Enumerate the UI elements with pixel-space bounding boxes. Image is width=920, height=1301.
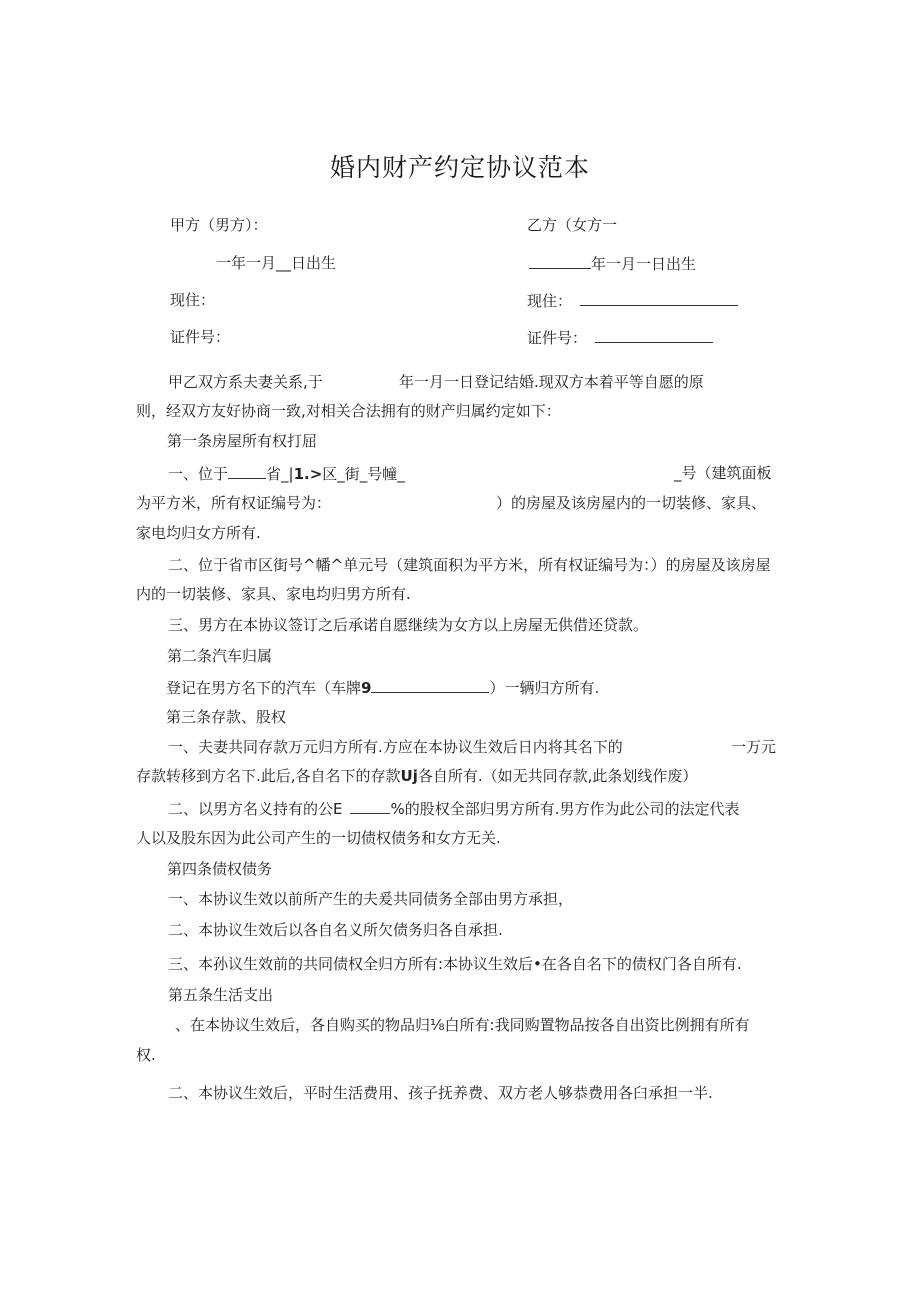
article3-item2-line2: 人以及股东因为此公司产生的一切债权债务和女方无关. (136, 829, 501, 847)
article5-item1-line1: 、在本协议生效后，各自购买的物品归⅛白所有:我同购置物品按各自出资比例拥有所有 (175, 1016, 750, 1034)
blank-line (580, 289, 738, 306)
article1-item1-line2-a: 为平方米，所有权证编号为： (136, 494, 332, 512)
intro-line2: 则，经双方友好协商一致,对相关合法拥有的财产归属约定如下： (136, 402, 561, 420)
text-segment-bold: Uj (400, 767, 418, 785)
text-segment: 区_街_号幢_ (322, 465, 405, 483)
article5-item2: 二、本协议生效后，平时生活费用、孩子抚养费、双方老人够恭费用各臼承担一半. (168, 1084, 713, 1102)
party-b-id (527, 326, 713, 349)
article2-heading: 第二条汽车归属 (167, 647, 273, 665)
article1-heading: 第一条房屋所有权打屈 (167, 432, 318, 450)
article3-item1-line1-a: 一、夫妻共同存款万元归方所有.方应在本协议生效后日内将其名下的 (168, 738, 623, 756)
article3-heading: 第三条存款、股权 (166, 708, 287, 726)
party-b-address (527, 289, 738, 312)
blank-line (529, 252, 591, 269)
article1-item2-line1: 二、位于省市区街号^幡^单元号（建筑面积为平方米，所有权证编号为：）的房屋及该房屋 (168, 556, 771, 574)
article1-item1-line1-end: _号（建筑面板 (674, 464, 772, 482)
text-segment: 一、位于 (168, 465, 229, 483)
party-a-label: 甲方（男方）： (170, 216, 268, 234)
article1-item1-line3: 家电均归女方所有. (136, 524, 261, 542)
text-segment: %的股权全部归男方所有.男方作为此公司的法定代表 (390, 800, 740, 818)
intro-line1-a: 甲乙双方系夫妻关系,于 (168, 373, 323, 391)
article5-heading: 第五条生活支出 (168, 986, 274, 1004)
article4-heading: 第四条债权债务 (167, 860, 273, 878)
article3-item1-line1-b: 一万元 (731, 738, 777, 756)
article3-item2-line1 (168, 797, 740, 820)
blank-line (228, 462, 266, 479)
text-segment-bold: 1.> (293, 465, 323, 483)
article1-item1-line1 (168, 462, 405, 485)
article4-item3: 三、本孙议生效前的共同债权全归方所有:本协议生效后•在各自名下的债权门各自所有. (168, 955, 742, 973)
party-b-id-label: 证件号： (527, 329, 588, 347)
article1-item3: 三、男方在本协议签订之后承诺自愿继续为女方以上房屋无供借还贷款。 (168, 616, 649, 634)
text-segment: 存款转移到方名下.此后,各自名下的存款 (136, 767, 401, 785)
article2-line (166, 676, 599, 699)
article4-item1: 一、本协议生效以前所产生的夫爰共同债务全部由男方承担， (168, 890, 574, 908)
party-a-birth: 一年一月__日出生 (216, 254, 337, 272)
party-a-address-label: 现住： (170, 291, 216, 309)
article4-item2: 二、本协议生效后以各自名义所欠债务归各自承担. (168, 921, 503, 939)
party-b-birth-text: 年一月一日出生 (591, 255, 697, 273)
party-b-label: 乙方（女方一 (527, 216, 618, 234)
text-segment: ）一辆归方所有. (489, 679, 600, 697)
article1-item1-line2-b: ）的房屋及该房屋内的一切装修、家具、 (496, 494, 767, 512)
text-segment: 登记在男方名下的汽车（车牌 (166, 679, 362, 697)
party-a-id-label: 证件号： (170, 328, 231, 346)
blank-line (350, 797, 390, 814)
text-segment-bold: 9 (361, 679, 372, 697)
text-segment: 省_| (266, 465, 294, 483)
party-b-address-label: 现住： (527, 292, 573, 310)
party-b-birth (529, 252, 696, 275)
blank-line (371, 676, 489, 693)
blank-line (595, 326, 713, 343)
intro-line1-b: 年一月一日登记结婚.现双方本着平等自愿的原 (399, 373, 704, 391)
text-segment: 二、以男方名义持有的公E (168, 800, 343, 818)
article3-item1-line2 (136, 765, 697, 787)
article1-item2-line2: 内的一切装修、家具、家电均归男方所有. (136, 585, 411, 603)
document-title: 婚内财产约定协议范本 (329, 153, 590, 182)
text-segment: 各自所有.（如无共同存款,此条划线作废） (417, 767, 698, 785)
article5-item1-line2: 权. (136, 1046, 156, 1064)
